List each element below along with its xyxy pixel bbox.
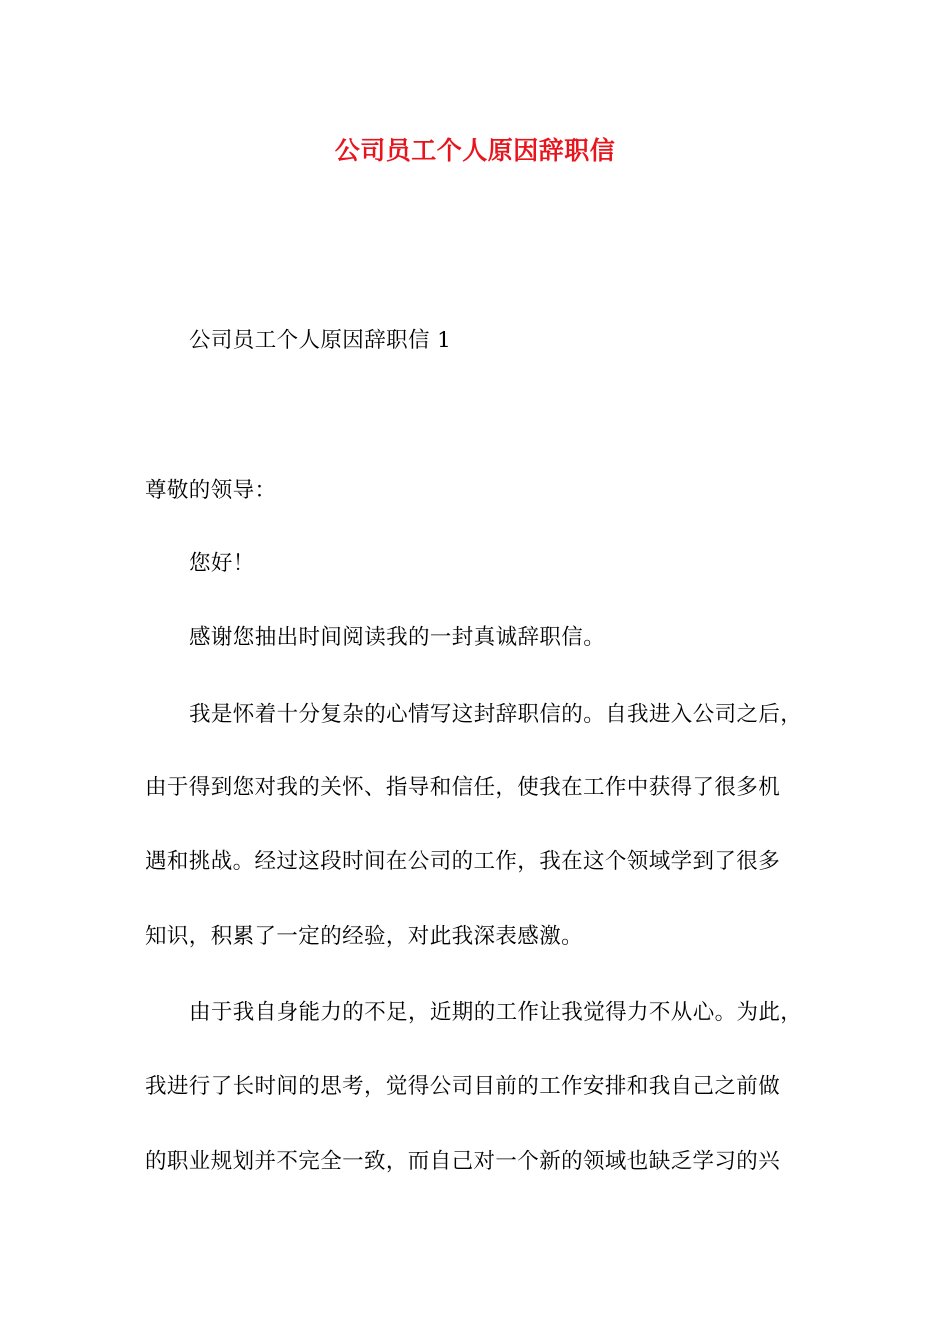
paragraph-line: 知识，积累了一定的经验，对此我深表感激。 [145,924,584,949]
document-title: 公司员工个人原因辞职信 [334,136,616,165]
greeting: 您好！ [189,551,255,576]
paragraph-line: 遇和挑战。经过这段时间在公司的工作，我在这个领域学到了很多 [145,849,781,874]
paragraph-line: 感谢您抽出时间阅读我的一封真诚辞职信。 [189,625,606,650]
salutation: 尊敬的领导： [145,478,277,503]
paragraph-line: 我进行了长时间的思考，觉得公司目前的工作安排和我自己之前做 [145,1074,781,1099]
section-heading: 公司员工个人原因辞职信 1 [189,328,452,353]
paragraph-line: 由于我自身能力的不足，近期的工作让我觉得力不从心。为此， [189,1000,803,1025]
paragraph-line: 的职业规划并不完全一致，而自己对一个新的领域也缺乏学习的兴 [145,1149,781,1174]
paragraph-line: 我是怀着十分复杂的心情写这封辞职信的。自我进入公司之后， [189,702,803,727]
paragraph-line: 由于得到您对我的关怀、指导和信任，使我在工作中获得了很多机 [145,775,781,800]
